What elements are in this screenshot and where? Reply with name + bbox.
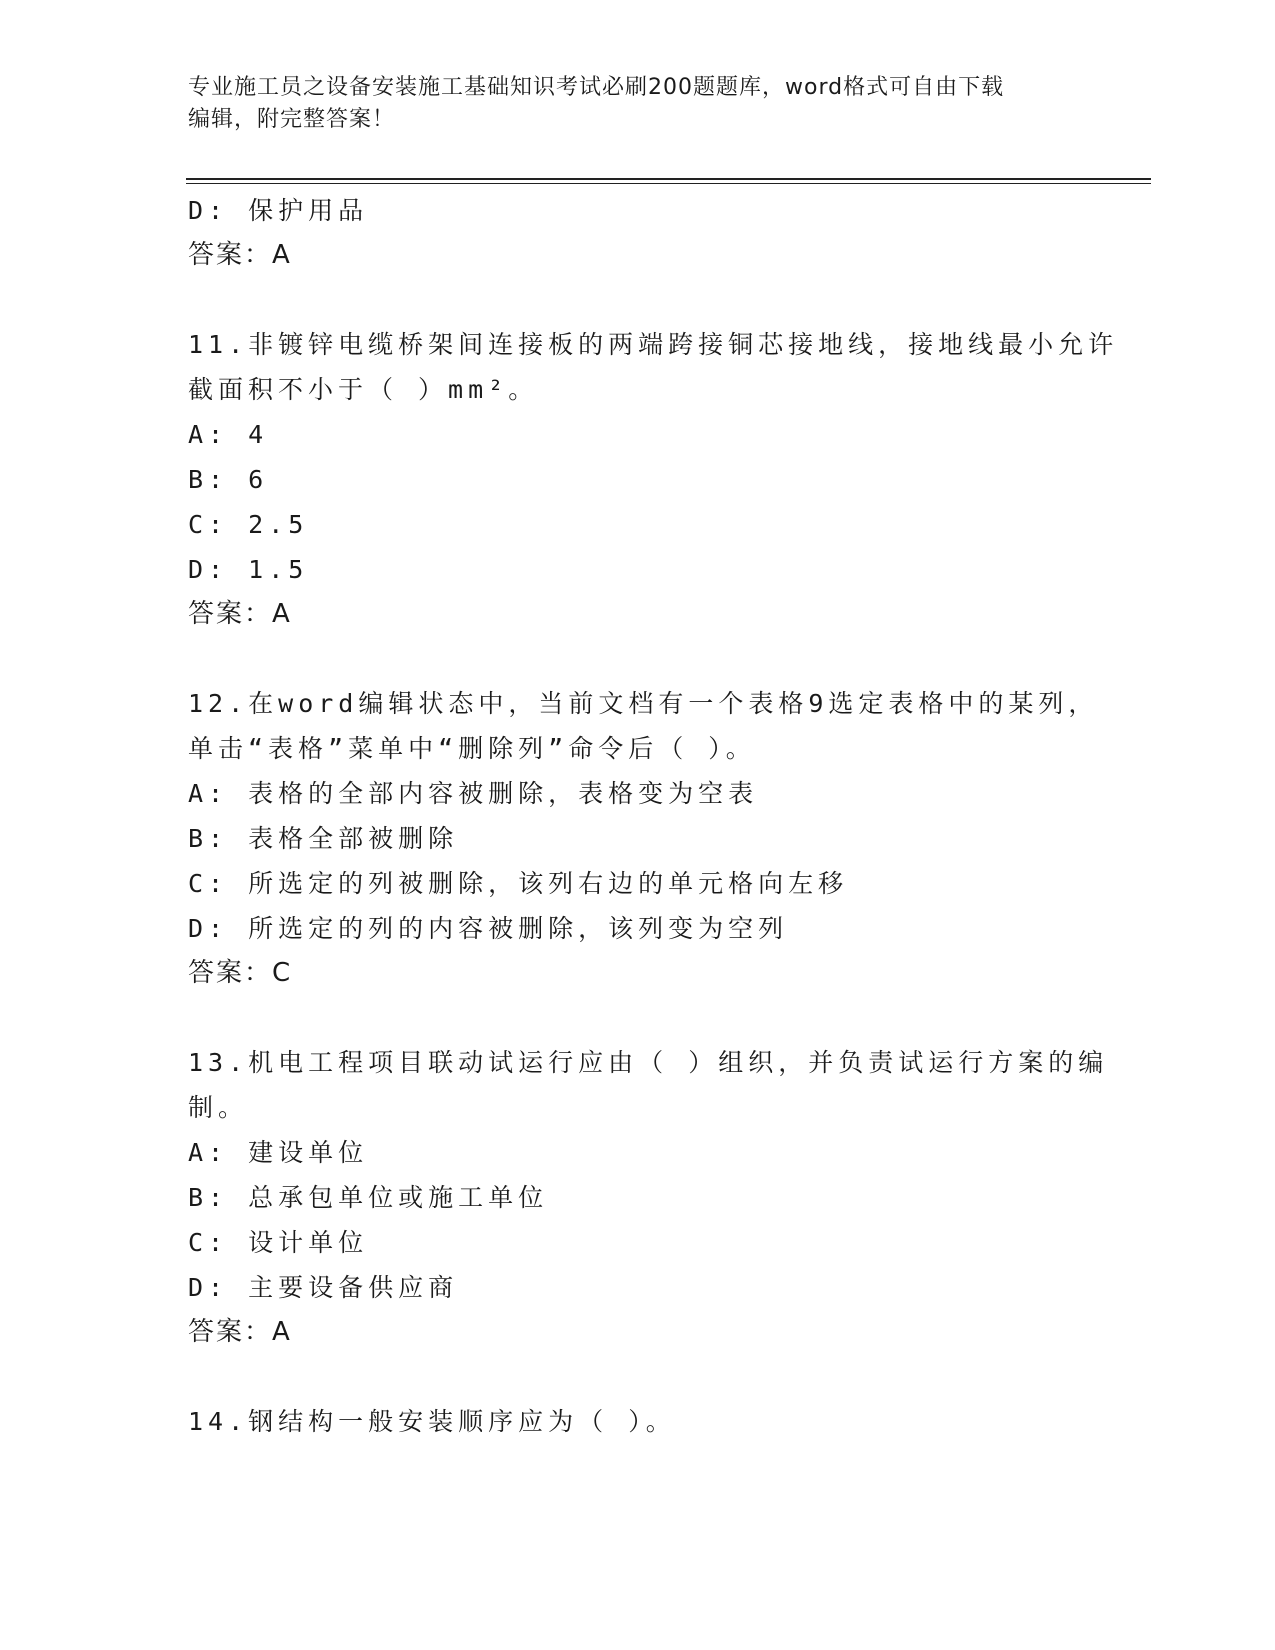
header-line-1: 专业施工员之设备安装施工基础知识考试必刷200题题库，word格式可自由下载 [188,75,1005,100]
answer-line: 答案：C [188,958,293,988]
question-stem-cont: 制。 [188,1093,249,1122]
question-stem: 13.机电工程项目联动试运行应由（ ）组织，并负责试运行方案的编 [188,1048,1109,1077]
option-a: A: 表格的全部内容被删除，表格变为空表 [188,779,759,808]
option-d: D: 1.5 [188,555,309,584]
question-stem: 12.在word编辑状态中，当前文档有一个表格9选定表格中的某列， [188,689,1099,718]
question-stem: 11.非镀锌电缆桥架间连接板的两端跨接铜芯接地线，接地线最小允许 [188,330,1119,359]
answer-line: 答案：A [188,240,292,270]
option-c: C: 设计单位 [188,1228,369,1257]
option-c: C: 2.5 [188,510,309,539]
option-b: B: 6 [188,465,269,494]
question-12 [188,681,1099,996]
question-stem: 14.钢结构一般安装顺序应为（ ）。 [188,1407,676,1436]
document-body [188,188,1119,1444]
question-14 [188,1399,1088,1444]
option-d: D: 所选定的列的内容被删除，该列变为空列 [188,914,789,943]
answer-line: 答案：A [188,1317,292,1347]
question-13 [188,1040,1109,1355]
option-c: C: 所选定的列被删除，该列右边的单元格向左移 [188,869,849,898]
option-b: B: 总承包单位或施工单位 [188,1183,549,1212]
option-b: B: 表格全部被删除 [188,824,459,853]
header-divider [186,178,1151,184]
header-line-2: 编辑，附完整答案！ [188,107,396,132]
document-header [188,72,1088,136]
option-d: D: 主要设备供应商 [188,1273,459,1302]
question-stem-cont: 单击“表格”菜单中“删除列”命令后（ ）。 [188,734,756,763]
option-a: A: 4 [188,420,269,449]
question-stem-cont: 截面积不小于（ ）mm²。 [188,375,539,404]
question-11 [188,322,1119,637]
option-d: D: 保护用品 [188,196,369,225]
option-a: A: 建设单位 [188,1138,369,1167]
answer-line: 答案：A [188,599,292,629]
